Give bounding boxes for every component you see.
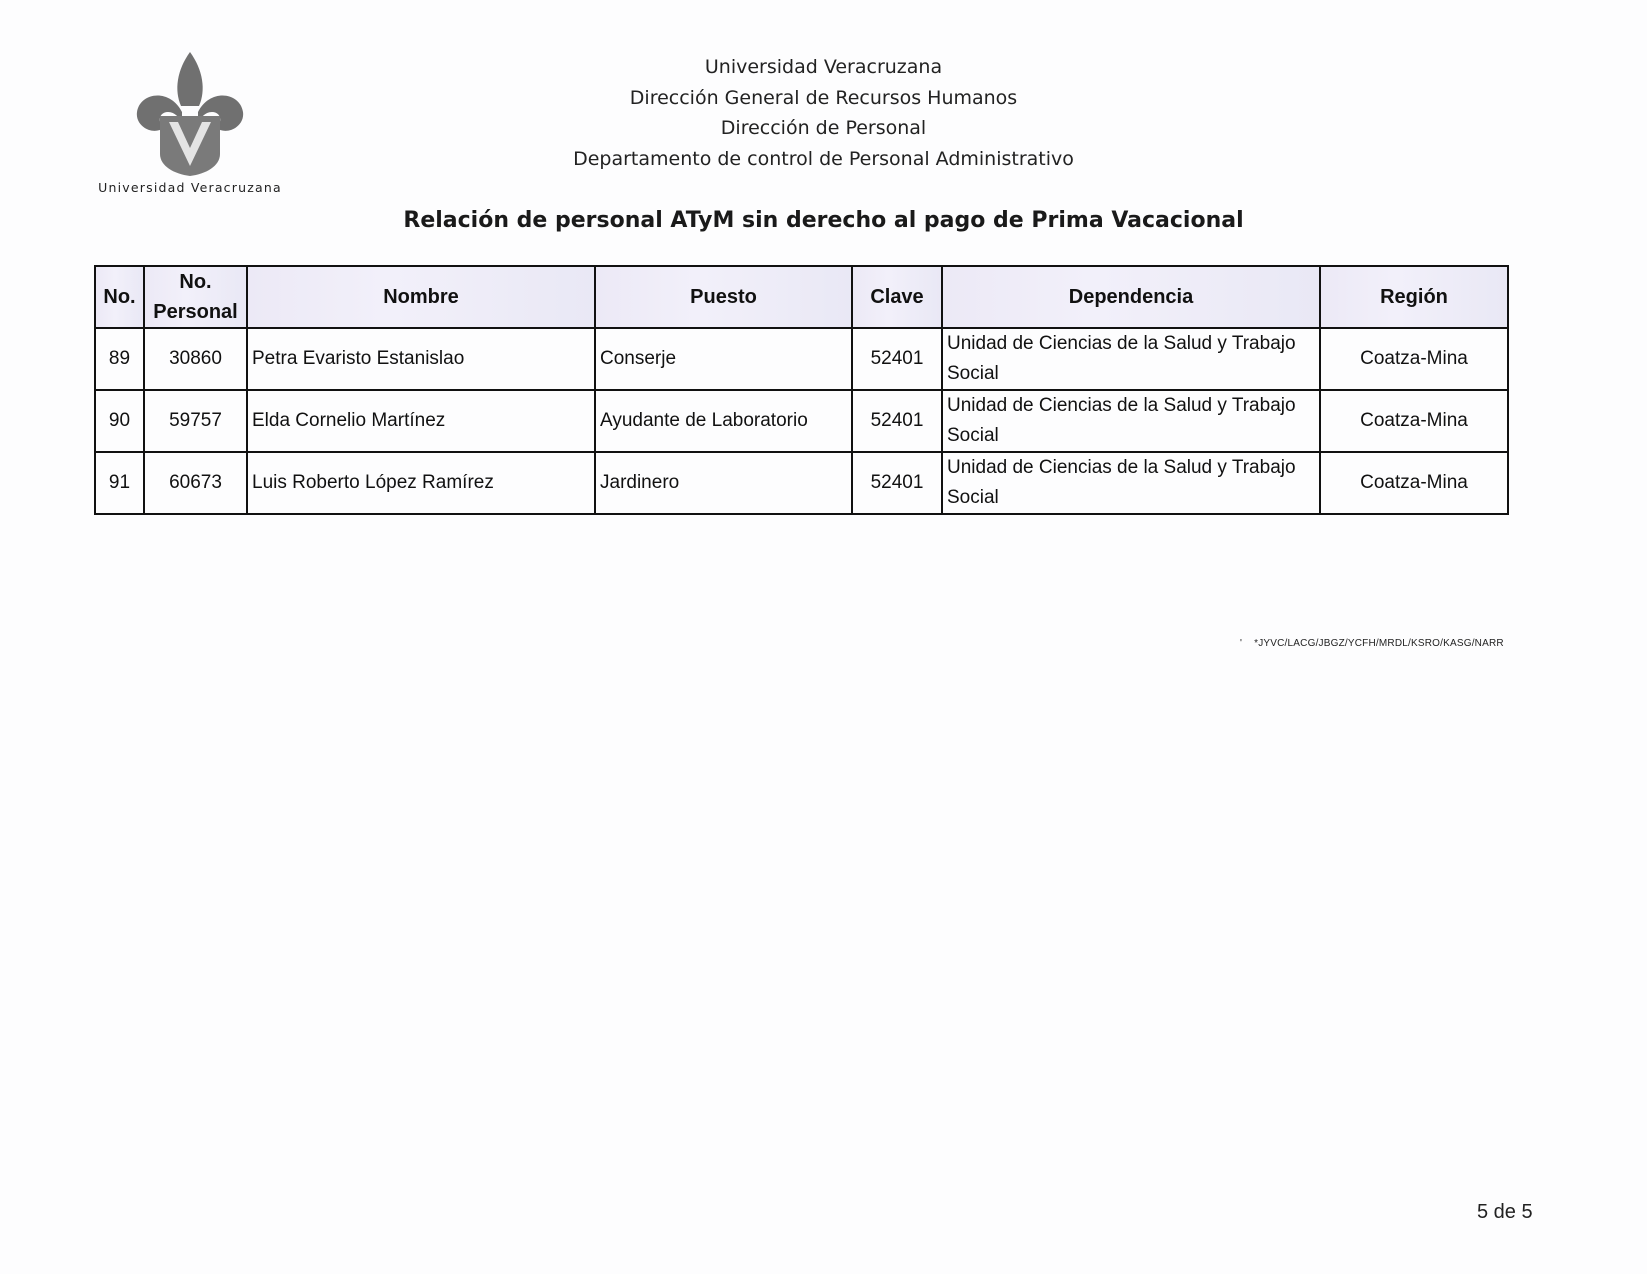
cell-dependencia (942, 328, 1320, 390)
page-number: 5 de 5 (1477, 1201, 1533, 1223)
cell-region: Coatza-Mina (1320, 452, 1508, 514)
cell-nombre: Luis Roberto López Ramírez (247, 452, 595, 514)
header-departamento: Departamento de control de Personal Administrativo (573, 147, 1074, 170)
cell-dependencia-line2: Social (947, 487, 999, 508)
cell-dependencia-line2: Social (947, 425, 999, 446)
header-no-personal (144, 266, 247, 328)
cell-dependencia (942, 452, 1320, 514)
cell-no: 89 (95, 328, 144, 390)
document-header (0, 52, 1647, 174)
header-no-personal-line2: Personal (153, 301, 238, 323)
header-university: Universidad Veracruzana (704, 56, 943, 78)
cell-dependencia-line1: Unidad de Ciencias de la Salud y Trabajo (947, 333, 1296, 354)
table-header-row (95, 266, 1508, 328)
stamp-text: *JYVC/LACG/JBGZ/YCFH/MRDL/KSRO/KASG/NARR (1254, 638, 1504, 649)
stamp-mark: ' (1240, 638, 1243, 649)
cell-nombre: Elda Cornelio Martínez (247, 390, 595, 452)
cell-puesto: Conserje (595, 328, 852, 390)
cell-puesto: Ayudante de Laboratorio (595, 390, 852, 452)
cell-dependencia-line1: Unidad de Ciencias de la Salud y Trabajo (947, 395, 1296, 416)
cell-no: 91 (95, 452, 144, 514)
cell-dependencia-line1: Unidad de Ciencias de la Salud y Trabajo (947, 457, 1296, 478)
initials-stamp (1240, 638, 1504, 649)
cell-personal: 59757 (144, 390, 247, 452)
cell-region: Coatza-Mina (1320, 328, 1508, 390)
header-no: No. (95, 266, 144, 328)
table-row (95, 452, 1508, 514)
cell-personal: 30860 (144, 328, 247, 390)
document-title: Relación de personal ATyM sin derecho al pago de Prima Vacacional (403, 208, 1244, 233)
cell-clave: 52401 (852, 328, 942, 390)
cell-dependencia-line2: Social (947, 363, 999, 384)
table-row (95, 328, 1508, 390)
header-clave: Clave (852, 266, 942, 328)
header-direccion-general: Dirección General de Recursos Humanos (629, 86, 1018, 109)
cell-personal: 60673 (144, 452, 247, 514)
cell-clave: 52401 (852, 452, 942, 514)
cell-puesto: Jardinero (595, 452, 852, 514)
cell-region: Coatza-Mina (1320, 390, 1508, 452)
cell-nombre: Petra Evaristo Estanislao (247, 328, 595, 390)
header-nombre: Nombre (247, 266, 595, 328)
personnel-table (94, 265, 1509, 515)
header-puesto: Puesto (595, 266, 852, 328)
header-no-personal-line1: No. (179, 271, 212, 293)
header-direccion-personal: Dirección de Personal (720, 117, 927, 139)
table-row (95, 390, 1508, 452)
cell-dependencia (942, 390, 1320, 452)
header-dependencia: Dependencia (942, 266, 1320, 328)
cell-no: 90 (95, 390, 144, 452)
cell-clave: 52401 (852, 390, 942, 452)
header-region: Región (1320, 266, 1508, 328)
logo-caption: Universidad Veracruzana (98, 180, 282, 195)
